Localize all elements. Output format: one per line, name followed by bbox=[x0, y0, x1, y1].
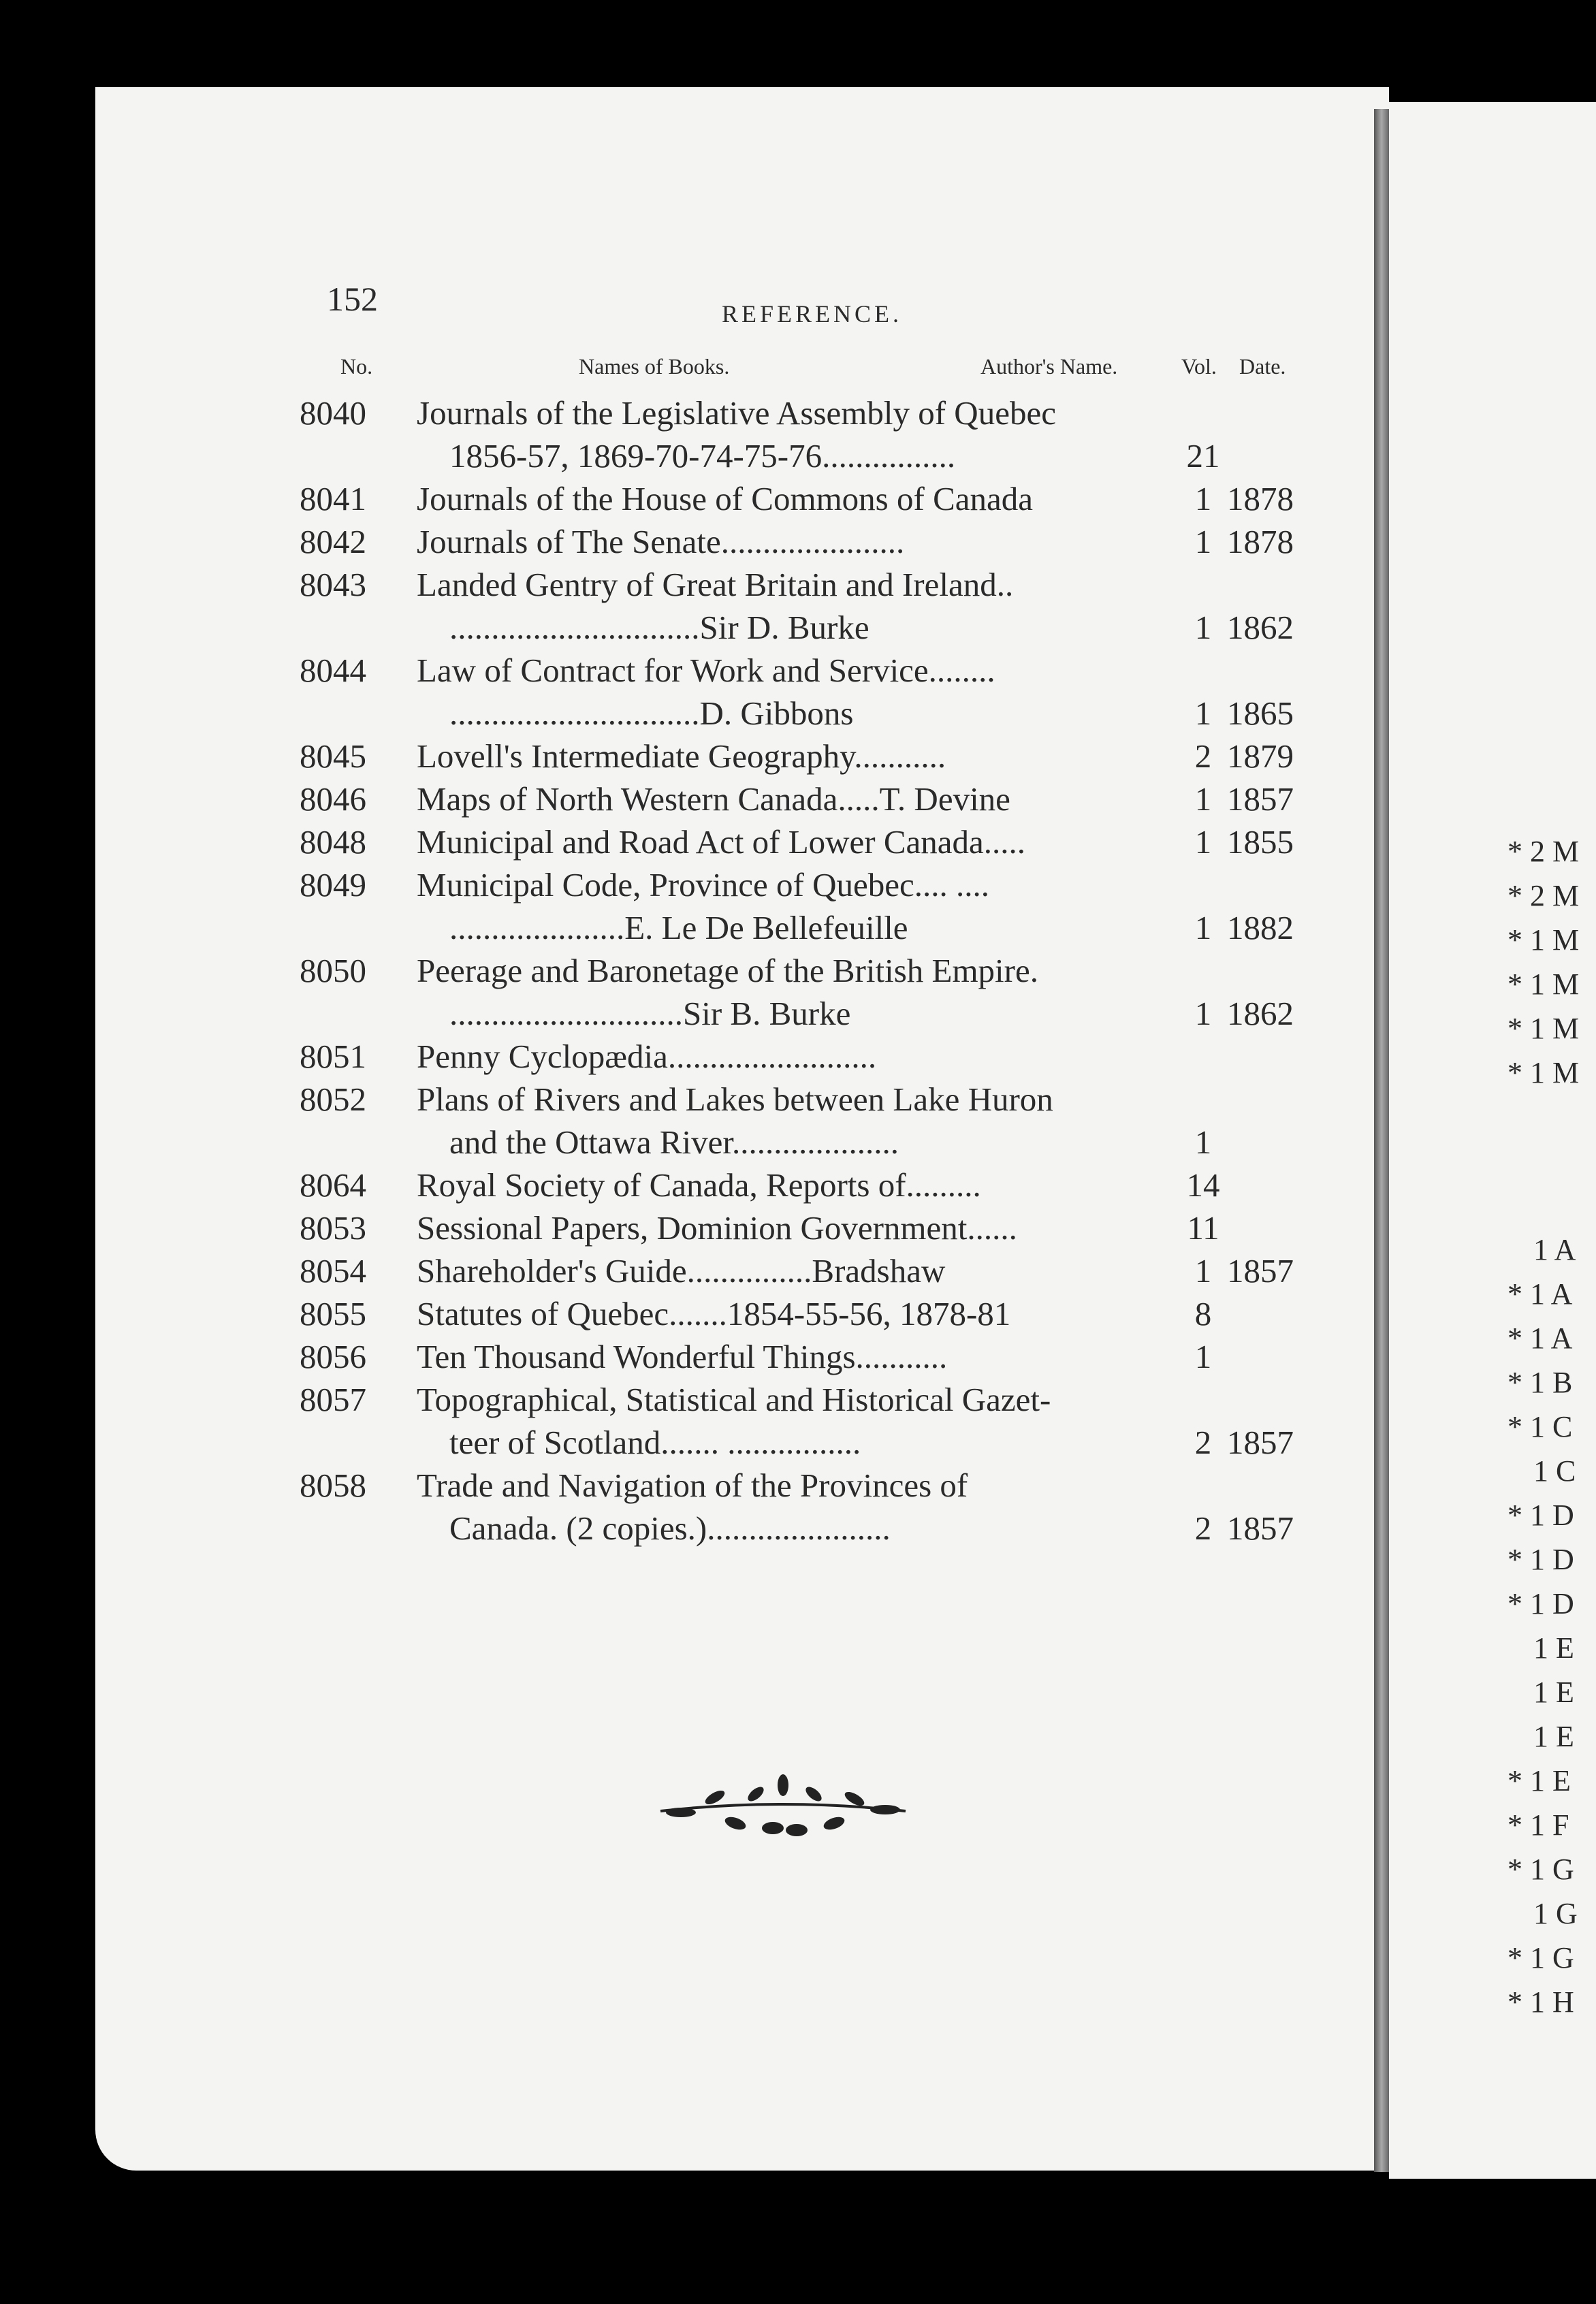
facing-page-line: * 1 A bbox=[1507, 1322, 1573, 1355]
entry-number: 8045 bbox=[300, 737, 366, 775]
facing-page-line: 1 C bbox=[1533, 1454, 1576, 1488]
entry-number: 8052 bbox=[300, 1081, 366, 1118]
entry-title: Topographical, Statistical and Historical Gazet- bbox=[417, 1381, 1051, 1418]
entry-date: 1878 bbox=[1227, 523, 1294, 560]
entry-date: 1865 bbox=[1227, 694, 1294, 732]
entry-number: 8041 bbox=[300, 480, 366, 517]
entry-title: Municipal Code, Province of Quebec.... .... bbox=[417, 866, 989, 903]
entry-number: 8048 bbox=[300, 823, 366, 861]
entry-volume: 1 bbox=[1194, 995, 1212, 1032]
entry-continuation: ............................Sir B. Burke bbox=[449, 995, 851, 1032]
entry-volume: 2 bbox=[1194, 1509, 1212, 1547]
facing-page-line: * 1 M bbox=[1507, 1012, 1580, 1045]
entry-volume: 1 bbox=[1194, 780, 1212, 818]
entry-number: 8040 bbox=[300, 394, 366, 432]
facing-page-line: * 1 A bbox=[1507, 1277, 1573, 1311]
entry-date: 1879 bbox=[1227, 737, 1294, 775]
book-spine bbox=[1374, 109, 1389, 2172]
facing-page-line: * 1 D bbox=[1507, 1499, 1574, 1532]
column-header-no: No. bbox=[340, 354, 373, 379]
entry-continuation: Canada. (2 copies.)...................... bbox=[449, 1509, 891, 1547]
entry-number: 8051 bbox=[300, 1038, 366, 1075]
entry-continuation: and the Ottawa River.................... bbox=[449, 1123, 899, 1161]
entry-continuation: teer of Scotland....... ................ bbox=[449, 1424, 861, 1461]
column-header-author: Author's Name. bbox=[980, 354, 1118, 379]
entry-date: 1862 bbox=[1227, 995, 1294, 1032]
entry-volume: 1 bbox=[1194, 523, 1212, 560]
facing-page-line: * 1 D bbox=[1507, 1543, 1574, 1576]
entry-title: Lovell's Intermediate Geography........... bbox=[417, 737, 946, 775]
facing-page-line: * 1 H bbox=[1507, 1985, 1574, 2019]
fleuron-ornament-icon bbox=[654, 1770, 912, 1852]
entry-volume: 1 bbox=[1194, 1123, 1212, 1161]
facing-page-line: 1 A bbox=[1533, 1233, 1576, 1266]
entry-volume: 1 bbox=[1194, 480, 1212, 517]
entry-number: 8056 bbox=[300, 1338, 366, 1375]
entry-date: 1857 bbox=[1227, 780, 1294, 818]
facing-page-line: * 1 D bbox=[1507, 1587, 1574, 1620]
entry-number: 8055 bbox=[300, 1295, 366, 1332]
entry-volume: 1 bbox=[1194, 909, 1212, 946]
entry-number: 8058 bbox=[300, 1467, 366, 1504]
facing-page-line: * 1 B bbox=[1507, 1366, 1573, 1399]
facing-page-line: 1 E bbox=[1533, 1720, 1574, 1753]
entry-number: 8050 bbox=[300, 952, 366, 989]
entry-continuation: .....................E. Le De Bellefeuille bbox=[449, 909, 908, 946]
entry-volume: 8 bbox=[1194, 1295, 1212, 1332]
entry-continuation: 1856-57, 1869-70-74-75-76................ bbox=[449, 437, 956, 475]
facing-page-line: * 1 F bbox=[1507, 1808, 1569, 1842]
entry-volume: 11 bbox=[1187, 1209, 1219, 1247]
entry-number: 8049 bbox=[300, 866, 366, 903]
facing-page-line: * 2 M bbox=[1507, 835, 1580, 868]
entry-volume: 1 bbox=[1194, 694, 1212, 732]
entry-title: Statutes of Quebec.......1854-55-56, 1878-81 bbox=[417, 1295, 1011, 1332]
entry-date: 1878 bbox=[1227, 480, 1294, 517]
facing-page-line: * 1 E bbox=[1507, 1764, 1571, 1797]
facing-page-line: * 1 M bbox=[1507, 1056, 1580, 1089]
facing-page-line: * 2 M bbox=[1507, 879, 1580, 912]
entry-title: Sessional Papers, Dominion Government...... bbox=[417, 1209, 1017, 1247]
entry-title: Peerage and Baronetage of the British Empire. bbox=[417, 952, 1038, 989]
facing-page-line: 1 E bbox=[1533, 1631, 1574, 1665]
entry-number: 8042 bbox=[300, 523, 366, 560]
entry-volume: 2 bbox=[1194, 1424, 1212, 1461]
entry-title: Journals of the House of Commons of Canada bbox=[417, 480, 1033, 517]
entry-volume: 21 bbox=[1186, 437, 1220, 475]
entry-title: Maps of North Western Canada.....T. Devine bbox=[417, 780, 1010, 818]
entry-date: 1857 bbox=[1227, 1509, 1294, 1547]
entry-number: 8064 bbox=[300, 1166, 366, 1204]
entry-title: Law of Contract for Work and Service........ bbox=[417, 652, 995, 689]
facing-page-line: * 1 G bbox=[1507, 1853, 1574, 1886]
column-header-date: Date. bbox=[1239, 354, 1286, 379]
facing-page-line: 1 E bbox=[1533, 1676, 1574, 1709]
facing-page-line: 1 G bbox=[1533, 1897, 1578, 1930]
entry-title: Landed Gentry of Great Britain and Ireland.. bbox=[417, 566, 1014, 603]
entry-number: 8053 bbox=[300, 1209, 366, 1247]
page-number: 152 bbox=[327, 280, 378, 318]
entry-date: 1882 bbox=[1227, 909, 1294, 946]
facing-page-line: * 1 C bbox=[1507, 1410, 1573, 1443]
running-head: REFERENCE. bbox=[722, 300, 903, 327]
entry-volume: 14 bbox=[1186, 1166, 1220, 1204]
entry-title: Shareholder's Guide...............Bradshaw bbox=[417, 1252, 946, 1290]
entry-volume: 1 bbox=[1194, 609, 1212, 646]
column-header-vol: Vol. bbox=[1181, 354, 1217, 379]
entry-title: Journals of The Senate...................... bbox=[417, 523, 905, 560]
entry-title: Plans of Rivers and Lakes between Lake Huron bbox=[417, 1081, 1053, 1118]
entry-continuation: ..............................Sir D. Burke bbox=[449, 609, 869, 646]
entry-date: 1855 bbox=[1227, 823, 1294, 861]
entry-number: 8044 bbox=[300, 652, 366, 689]
entry-continuation: ..............................D. Gibbons bbox=[449, 694, 854, 732]
entry-title: Penny Cyclopædia......................... bbox=[417, 1038, 877, 1075]
entry-date: 1862 bbox=[1227, 609, 1294, 646]
entry-number: 8057 bbox=[300, 1381, 366, 1418]
entry-number: 8043 bbox=[300, 566, 366, 603]
entry-volume: 1 bbox=[1194, 823, 1212, 861]
entry-volume: 1 bbox=[1194, 1252, 1212, 1290]
entry-title: Journals of the Legislative Assembly of Quebec bbox=[417, 394, 1056, 432]
entry-title: Ten Thousand Wonderful Things........... bbox=[417, 1338, 948, 1375]
entry-date: 1857 bbox=[1227, 1252, 1294, 1290]
entry-volume: 2 bbox=[1194, 737, 1212, 775]
entry-volume: 1 bbox=[1194, 1338, 1212, 1375]
entry-title: Royal Society of Canada, Reports of......... bbox=[417, 1166, 981, 1204]
entry-title: Trade and Navigation of the Provinces of bbox=[417, 1467, 968, 1504]
facing-page-line: * 1 M bbox=[1507, 923, 1580, 957]
entry-number: 8046 bbox=[300, 780, 366, 818]
entry-number: 8054 bbox=[300, 1252, 366, 1290]
entry-date: 1857 bbox=[1227, 1424, 1294, 1461]
column-header-names: Names of Books. bbox=[579, 354, 730, 379]
facing-page-line: * 1 M bbox=[1507, 967, 1580, 1001]
entry-title: Municipal and Road Act of Lower Canada..... bbox=[417, 823, 1026, 861]
facing-page-line: * 1 G bbox=[1507, 1941, 1574, 1974]
